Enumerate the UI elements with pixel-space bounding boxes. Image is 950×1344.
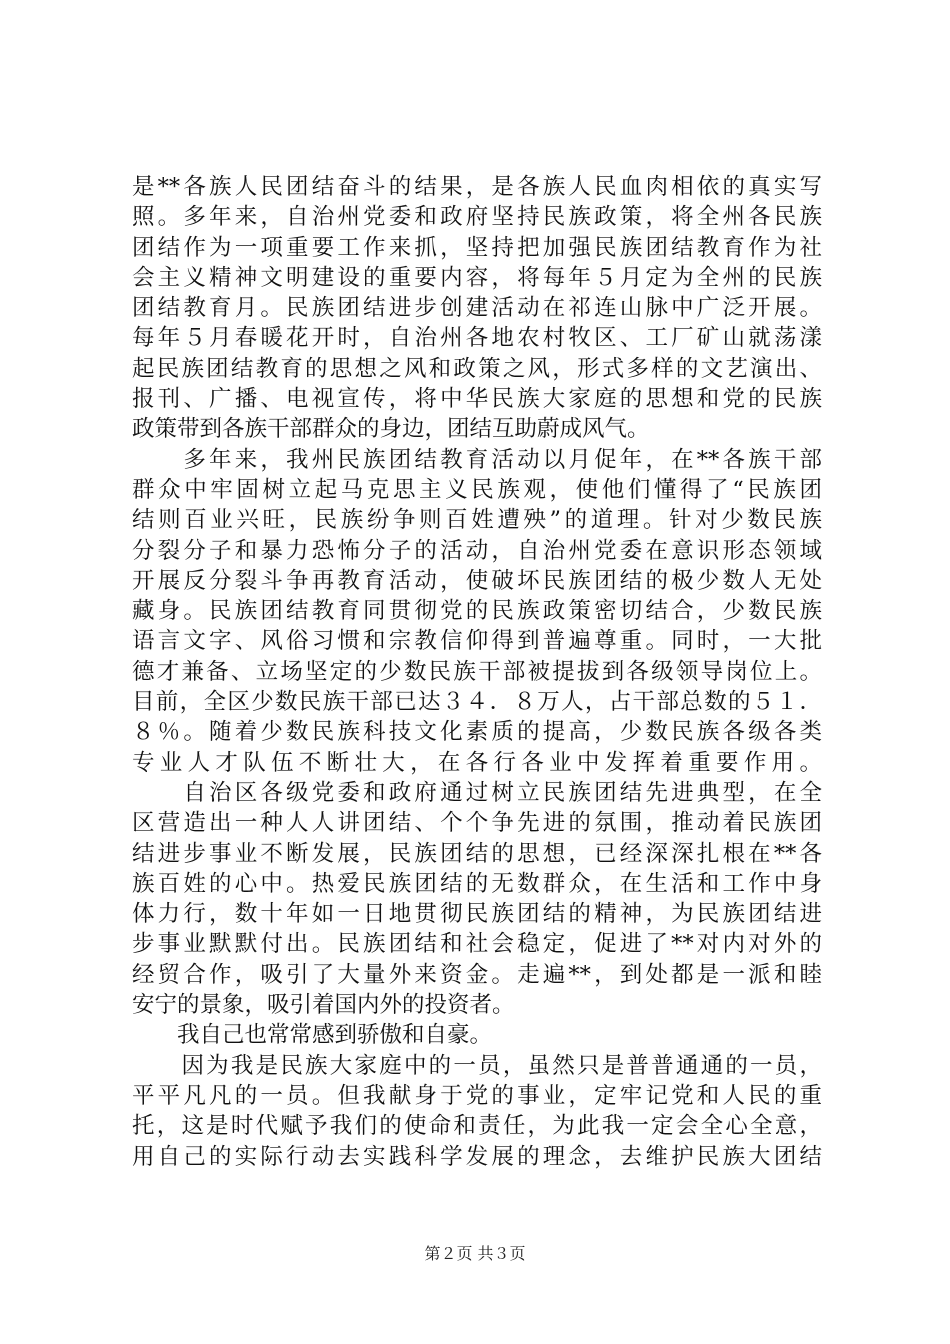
text-line: 结则百业兴旺，民族纷争则百姓遭殃”的道理。针对少数民族: [132, 507, 822, 534]
text-line: 托，这是时代赋予我们的使命和责任，为此我一定会全心全意，: [132, 1113, 822, 1140]
text-line: 结进步事业不断发展，民族团结的思想，已经深深扎根在**各: [132, 840, 822, 867]
text-line: 群众中牢固树立起马克思主义民族观，使他们懂得了“民族团: [132, 476, 822, 503]
text-line: 专业人才队伍不断壮大，在各行各业中发挥着重要作用。: [132, 749, 822, 776]
text-line: 目前，全区少数民族干部已达３４．８万人，占干部总数的５１．: [132, 689, 822, 716]
text-line: 德才兼备、立场坚定的少数民族干部被提拔到各级领导岗位上。: [132, 658, 822, 685]
text-line: 藏身。民族团结教育同贯彻党的民族政策密切结合，少数民族: [132, 598, 822, 625]
text-line: 会主义精神文明建设的重要内容，将每年５月定为全州的民族: [132, 264, 822, 291]
text-line: 区营造出一种人人讲团结、个个争先进的氛围，推动着民族团: [132, 810, 822, 837]
text-line: 步事业默默付出。民族团结和社会稳定，促进了**对内对外的: [132, 931, 822, 958]
text-line: 语言文字、风俗习惯和宗教信仰得到普遍尊重。同时，一大批: [132, 628, 822, 655]
text-line: 开展反分裂斗争再教育活动，使破坏民族团结的极少数人无处: [132, 567, 822, 594]
text-line: 政策带到各族干部群众的身边，团结互助蔚成风气。: [132, 416, 650, 443]
text-line: 团结作为一项重要工作来抓，坚持把加强民族团结教育作为社: [132, 234, 822, 261]
text-line: 是**各族人民团结奋斗的结果，是各族人民血肉相依的真实写: [132, 174, 822, 200]
text-line: 我自己也常常感到骄傲和自豪。: [132, 1022, 493, 1049]
text-line: 起民族团结教育的思想之风和政策之风，形式多样的文艺演出、: [132, 355, 822, 382]
text-line: 团结教育月。民族团结进步创建活动在祁连山脉中广泛开展。: [132, 295, 822, 322]
text-line: 用自己的实际行动去实践科学发展的理念，去维护民族大团结: [132, 1143, 822, 1170]
text-line: ８％。随着少数民族科技文化素质的提高，少数民族各级各类: [132, 719, 822, 746]
text-line: 因为我是民族大家庭中的一员，虽然只是普普通通的一员，: [132, 1052, 822, 1079]
text-line: 报刊、广播、电视宣传，将中华民族大家庭的思想和党的民族: [132, 386, 822, 413]
text-line: 安宁的景象，吸引着国内外的投资者。: [132, 992, 515, 1019]
text-line: 分裂分子和暴力恐怖分子的活动，自治州党委在意识形态领域: [132, 537, 822, 564]
document-body: [132, 172, 822, 1172]
text-line: 经贸合作，吸引了大量外来资金。走遍**，到处都是一派和睦: [132, 961, 822, 988]
text-line: 每年５月春暖花开时，自治州各地农村牧区、工厂矿山就荡漾: [132, 325, 822, 352]
text-line: 自治区各级党委和政府通过树立民族团结先进典型，在全: [132, 779, 822, 806]
text-line: 照。多年来，自治州党委和政府坚持民族政策，将全州各民族: [132, 204, 822, 231]
page-footer: 第２页 共３页: [424, 1244, 526, 1263]
text-line: 多年来，我州民族团结教育活动以月促年，在**各族干部: [132, 446, 822, 473]
text-line: 平平凡凡的一员。但我献身于党的事业，定牢记党和人民的重: [132, 1082, 822, 1109]
text-line: 族百姓的心中。热爱民族团结的无数群众，在生活和工作中身: [132, 870, 822, 897]
text-line: 体力行，数十年如一日地贯彻民族团结的精神，为民族团结进: [132, 901, 822, 928]
